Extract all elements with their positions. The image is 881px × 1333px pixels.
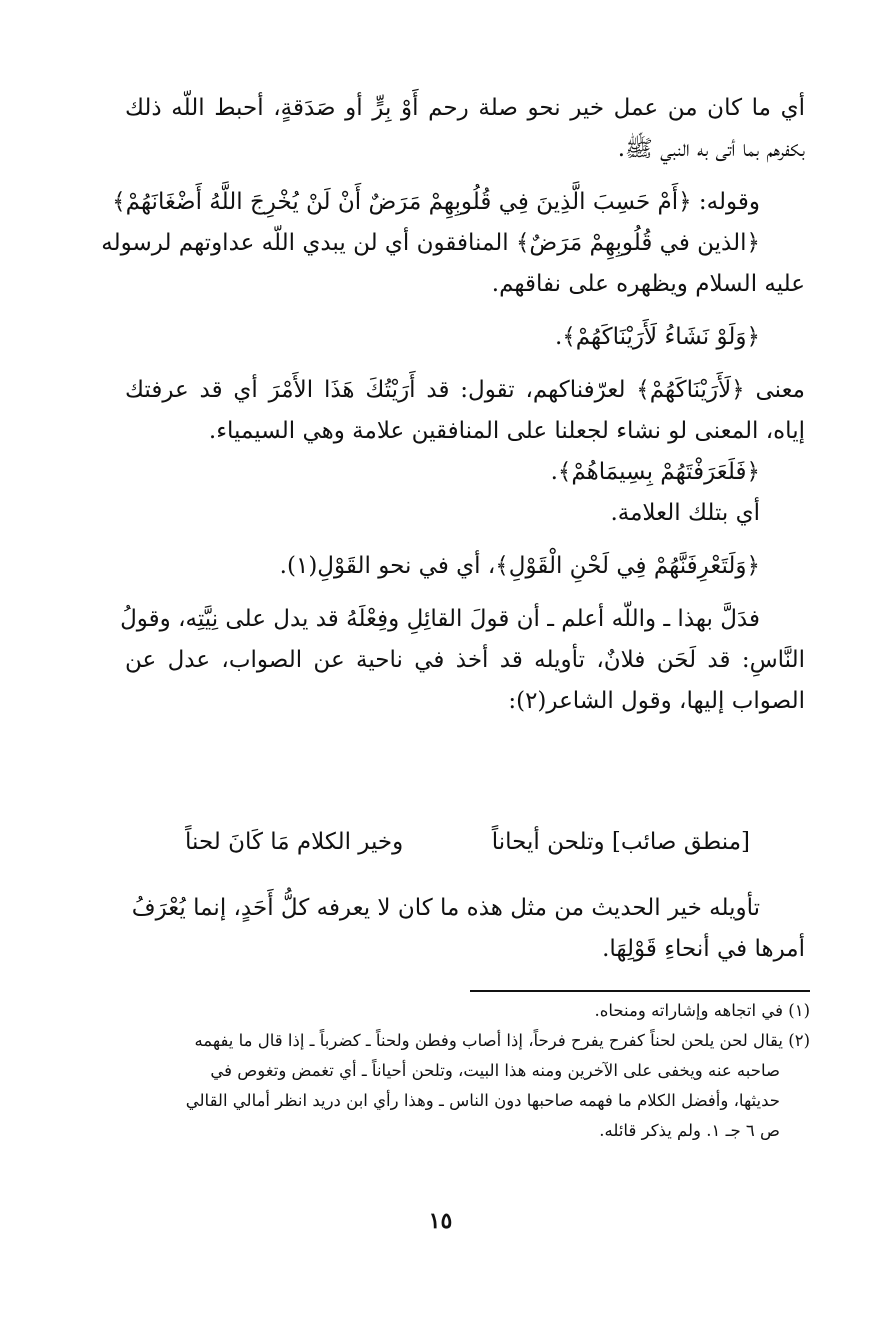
body-line: أي بتلك العلامة. <box>610 500 760 526</box>
footnote-line: حديثها، وأفضل الكلام ما فهمه صاحبها دون الناس ـ وهذا رأي ابن دريد انظر أمالي القالي <box>185 1091 780 1110</box>
body-line: تأويله خير الحديث من مثل هذه ما كان لا يعرفه كلُّ أَحَدٍ، إنما يُعْرَفُ <box>131 895 760 921</box>
poem-hemistich-left: وخير الكلام مَا كَانَ لحناً <box>185 829 404 855</box>
body-line: الصواب إليها، وقول الشاعر(٢): <box>508 688 805 714</box>
quran-verse: ﴿وَلَوْ نَشَاءُ لَأَرَيْنَاكَهُمْ﴾. <box>554 324 760 350</box>
footnote-line: (٢) يقال لحن يلحن لحناً كفرح يفرح فرحاً، إذا أصاب وفطن ولحناً ـ كضرباً ـ إذا قال ما يفهمه <box>194 1031 810 1050</box>
main-text-continued <box>125 888 805 970</box>
poem-verse <box>185 822 750 863</box>
main-text <box>101 88 805 722</box>
footnote-line: صاحبه عنه ويخفى على الآخرين ومنه هذا البيت، وتلحن أحياناً ـ أي تغمض وتغوص في <box>210 1061 780 1080</box>
body-line: بكفرهم بما أتى به النبي ﷺ. <box>617 136 805 162</box>
poem-hemistich-right: [منطق صائب] وتلحن أيحاناً <box>491 829 750 855</box>
body-line: إياه، المعنى لو نشاء لجعلنا على المنافقين علامة وهي السيمياء. <box>208 418 805 444</box>
quran-verse: ﴿فَلَعَرَفْتَهُمْ بِسِيمَاهُمْ﴾. <box>550 459 760 485</box>
page-number: ١٥ <box>428 1208 453 1234</box>
body-line: النَّاسِ: قد لَحَن فلانٌ، تأويله قد أخذ في ناحية عن الصواب، عدل عن <box>125 647 805 673</box>
body-line: أي ما كان من عمل خير نحو صلة رحم أَوْ بِرٍّ أو صَدَقةٍ، أحبط اللّه ذلك <box>125 95 805 121</box>
body-line: أمرها في أنحاءِ قَوْلِهَا. <box>602 936 805 962</box>
footnote-divider <box>470 990 810 992</box>
footnote-line: ص ٦ جـ ١. ولم يذكر قائله. <box>599 1121 780 1140</box>
body-line: وقوله: ﴿أَمْ حَسِبَ الَّذِينَ فِي قُلُوبِهِمْ مَرَضٌ أَنْ لَنْ يُخْرِجَ اللَّهُ أَضْغَانَهُمْ﴾ <box>112 189 760 215</box>
body-line: فدَلَّ بهذا ـ واللّه أعلم ـ أن قولَ القائِلِ وفِعْلَهُ قد يدل على نِيَّتِه، وقولُ <box>120 606 760 632</box>
body-line: ﴿الذين في قُلُوبِهِمْ مَرَضٌ﴾ المنافقون أي لن يبدي اللّه عداوتهم لرسوله <box>101 230 760 256</box>
footnote-line: (١) في اتجاهه وإشاراته ومنحاه. <box>594 1001 810 1020</box>
body-line: عليه السلام ويظهره على نفاقهم. <box>491 271 805 297</box>
quran-verse: ﴿وَلَتَعْرِفَنَّهُمْ فِي لَحْنِ الْقَوْلِ﴾، أي في نحو القَوْلِ(١). <box>279 553 760 579</box>
body-line: معنى ﴿لَأَرَيْنَاكَهُمْ﴾ لعرّفناكهم، تقول: قد أَرَيْتُكَ هَذَا الأَمْرَ أي قد عرفتك <box>125 377 805 403</box>
footnotes <box>135 996 810 1146</box>
